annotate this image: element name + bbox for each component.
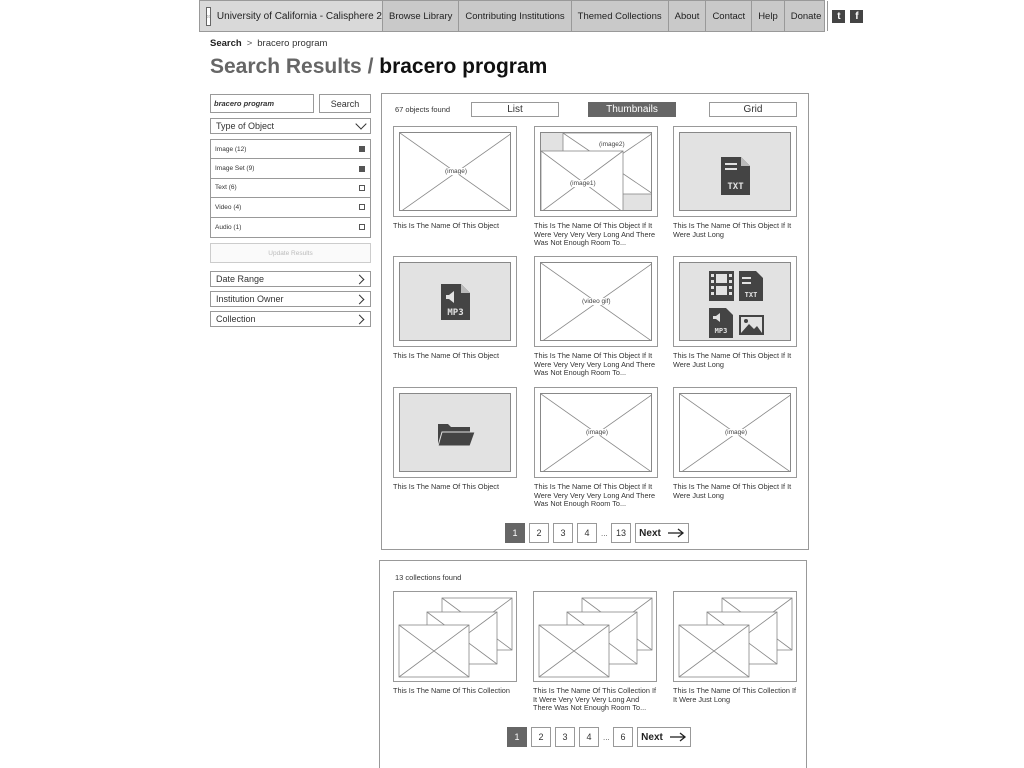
object-card[interactable] (673, 387, 797, 500)
thumbnail-label: (image) (586, 429, 609, 436)
thumbnail-label-2: (image2) (599, 141, 625, 148)
object-card[interactable] (393, 126, 517, 231)
object-caption[interactable]: This Is The Name Of This Object If It Were Just Long (673, 482, 792, 500)
object-caption[interactable]: This Is The Name Of This Object If It Were Very Very Very Long And There Was Not Enough Room To... (534, 221, 656, 248)
page-last-button[interactable]: 13 (611, 523, 631, 543)
thumbnail-label: (image) (725, 429, 748, 436)
facet-label: Audio (1) (215, 223, 242, 231)
object-thumbnail[interactable] (534, 126, 658, 217)
facet-video[interactable] (211, 198, 370, 217)
facet-checkbox[interactable] (359, 166, 365, 172)
object-caption[interactable]: This Is The Name Of This Object If It Were Just Long (673, 351, 792, 369)
page-2-button[interactable]: 2 (531, 727, 551, 747)
page-3-button[interactable]: 3 (555, 727, 575, 747)
collection-caption[interactable]: This Is The Name Of This Collection (393, 686, 510, 695)
folder-icon (400, 394, 511, 472)
nav-browse-library[interactable]: Browse Library (383, 1, 459, 31)
object-thumbnail[interactable] (673, 387, 797, 478)
nav-contributing-institutions[interactable]: Contributing Institutions (459, 1, 571, 31)
facet-checkbox[interactable] (359, 204, 365, 210)
page-title-query: bracero program (379, 55, 548, 78)
object-caption[interactable]: This Is The Name Of This Object If It Were Just Long (673, 221, 792, 239)
type-facet-list (210, 139, 371, 238)
collection-thumbnail[interactable] (673, 591, 797, 682)
object-card[interactable] (534, 256, 658, 378)
image-placeholder (679, 393, 791, 472)
nav-about[interactable]: About (669, 1, 707, 31)
collection-stack-icon (674, 592, 798, 683)
twitter-icon[interactable]: t (832, 10, 845, 23)
social-links (828, 1, 867, 31)
video-placeholder (540, 262, 652, 341)
objects-pagination (505, 523, 689, 543)
object-card[interactable] (534, 387, 658, 509)
accordion-label: Institution Owner (216, 294, 284, 304)
facet-checkbox[interactable] (359, 146, 365, 152)
nav-contact[interactable]: Contact (706, 1, 752, 31)
collection-card[interactable] (533, 591, 657, 713)
accordion-label: Date Range (216, 274, 265, 284)
page-2-button[interactable]: 2 (529, 523, 549, 543)
breadcrumb-current: bracero program (257, 38, 328, 49)
breadcrumb-separator: > (246, 38, 253, 49)
breadcrumb (210, 38, 327, 49)
next-page-button[interactable] (637, 727, 691, 747)
txt-file-icon (680, 133, 791, 211)
collections-count: 13 collections found (395, 573, 462, 582)
object-thumbnail[interactable] (534, 387, 658, 478)
facet-label: Text (6) (215, 184, 237, 192)
object-caption[interactable]: This Is The Name Of This Object If It Were Very Very Very Long And There Was Not Enough Room To... (534, 482, 656, 509)
next-page-button[interactable] (635, 523, 689, 543)
objects-count: 67 objects found (395, 105, 451, 114)
chevron-down-icon (355, 118, 366, 129)
object-caption[interactable]: This Is The Name Of This Object If It Were Very Very Very Long And There Was Not Enough Room To... (534, 351, 656, 378)
object-thumbnail[interactable] (673, 256, 797, 347)
page-4-button[interactable]: 4 (577, 523, 597, 543)
chevron-right-icon (355, 314, 365, 324)
view-thumbnails-button[interactable]: Thumbnails (588, 102, 676, 117)
pagination-ellipsis: ... (601, 528, 608, 538)
thumbnail-label: (image) (445, 168, 468, 175)
arrow-right-icon (669, 732, 687, 742)
logo-placeholder-icon (206, 7, 211, 26)
mp3-file-icon (400, 263, 511, 341)
image-placeholder (540, 393, 652, 472)
svg-text:MP3: MP3 (714, 327, 728, 335)
page-4-button[interactable]: 4 (579, 727, 599, 747)
facet-label: Video (4) (215, 203, 242, 211)
object-caption[interactable]: This Is The Name Of This Object (393, 221, 499, 230)
object-card[interactable] (393, 256, 517, 361)
collections-pagination (507, 727, 691, 747)
objects-results-panel (381, 93, 809, 550)
site-logo-link[interactable] (200, 1, 383, 31)
collection-thumbnail[interactable] (533, 591, 657, 682)
object-caption[interactable]: This Is The Name Of This Object (393, 351, 499, 360)
object-thumbnail[interactable] (393, 126, 517, 217)
facet-image-set[interactable] (211, 159, 370, 178)
type-of-object-select[interactable] (210, 118, 371, 134)
top-navigation-bar (199, 0, 859, 32)
page-last-button[interactable]: 6 (613, 727, 633, 747)
svg-text:MP3: MP3 (447, 308, 464, 318)
accordion-label: Collection (216, 314, 256, 324)
search-form (210, 94, 371, 113)
image-placeholder (399, 132, 511, 211)
collection-stack-icon (394, 592, 518, 683)
object-thumbnail[interactable] (393, 387, 517, 478)
site-title: University of California - Calisphere 2 (216, 10, 382, 22)
page-1-button[interactable]: 1 (505, 523, 525, 543)
nav-themed-collections[interactable]: Themed Collections (572, 1, 669, 31)
collection-card[interactable] (393, 591, 517, 696)
object-card[interactable] (393, 387, 517, 492)
chevron-right-icon (355, 294, 365, 304)
thumbnail-label: (image1) (570, 180, 596, 187)
page-title-prefix: Search Results / (210, 55, 374, 78)
collection-accordion[interactable] (210, 311, 371, 327)
collection-caption[interactable]: This Is The Name Of This Collection If It Were Just Long (673, 686, 797, 704)
pagination-ellipsis: ... (603, 732, 610, 742)
facet-checkbox[interactable] (359, 185, 365, 191)
type-of-object-label: Type of Object (216, 121, 275, 131)
view-grid-button[interactable]: Grid (709, 102, 797, 117)
object-thumbnail[interactable] (393, 256, 517, 347)
arrow-right-icon (667, 528, 685, 538)
collections-results-panel (379, 560, 807, 768)
object-card[interactable] (673, 126, 797, 239)
search-button[interactable]: Search (319, 94, 371, 113)
facet-label: Image (12) (215, 145, 247, 153)
view-list-button[interactable]: List (471, 102, 559, 117)
object-thumbnail[interactable] (534, 256, 658, 347)
search-input[interactable] (210, 94, 314, 113)
institution-owner-accordion[interactable] (210, 291, 371, 307)
object-card[interactable] (534, 126, 658, 248)
facet-image[interactable] (211, 140, 370, 159)
collection-caption[interactable]: This Is The Name Of This Collection If It Were Very Very Very Long And There Was Not Enough Room To... (533, 686, 657, 713)
object-thumbnail[interactable] (673, 126, 797, 217)
facet-text[interactable] (211, 179, 370, 198)
object-caption[interactable]: This Is The Name Of This Object (393, 482, 499, 491)
next-label: Next (639, 527, 661, 539)
page-1-button[interactable]: 1 (507, 727, 527, 747)
nav-help[interactable]: Help (752, 1, 785, 31)
svg-text:TXT: TXT (744, 291, 758, 299)
image-set-folder-placeholder (399, 393, 511, 472)
update-results-button[interactable]: Update Results (210, 243, 371, 263)
collection-stack-icon (534, 592, 658, 683)
nav-donate[interactable]: Donate (785, 1, 829, 31)
facet-label: Image Set (9) (215, 165, 255, 173)
breadcrumb-search-link[interactable]: Search (210, 38, 242, 49)
page-3-button[interactable]: 3 (553, 523, 573, 543)
mixed-media-icon (680, 263, 791, 341)
collection-thumbnail[interactable] (393, 591, 517, 682)
thumbnail-label: (video gif) (582, 298, 611, 305)
facebook-icon[interactable]: f (850, 10, 863, 23)
text-placeholder (679, 132, 791, 211)
object-card[interactable] (673, 256, 797, 369)
page-title (210, 55, 547, 79)
chevron-right-icon (355, 274, 365, 284)
collection-card[interactable] (673, 591, 797, 704)
facet-checkbox[interactable] (359, 224, 365, 230)
next-label: Next (641, 731, 663, 743)
image-set-placeholder (540, 132, 652, 211)
svg-text:TXT: TXT (727, 182, 744, 192)
date-range-accordion[interactable] (210, 271, 371, 287)
mixed-media-placeholder (679, 262, 791, 341)
audio-placeholder (399, 262, 511, 341)
image-set-icon (541, 133, 652, 211)
facet-audio[interactable] (211, 218, 370, 237)
